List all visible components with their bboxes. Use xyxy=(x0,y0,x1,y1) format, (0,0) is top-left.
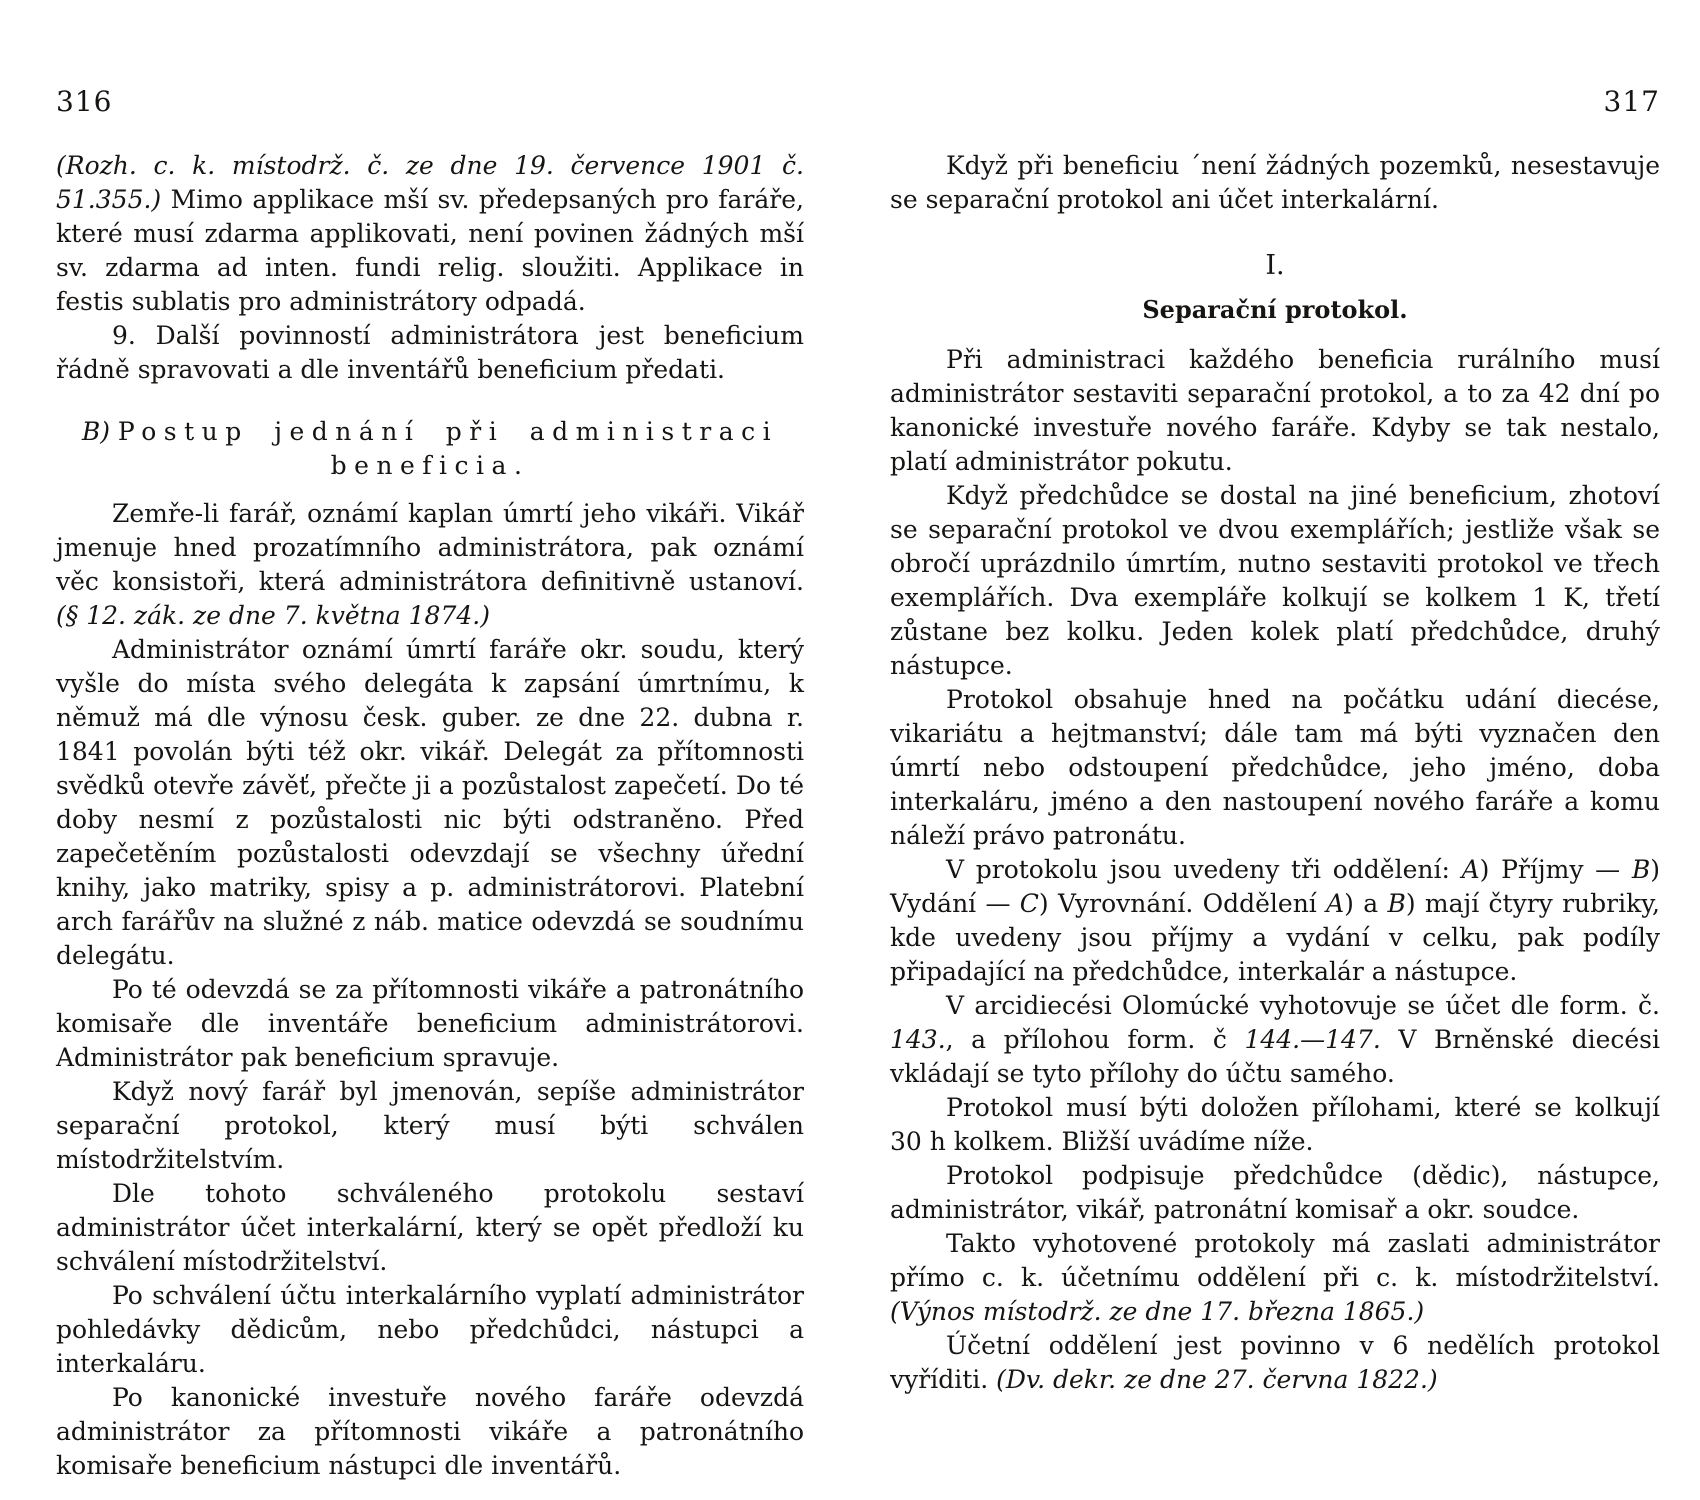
para-kdyz-predchudce: Když předchůdce se dostal na jiné beneficium, zhotoví se separační protokol ve dvou exemplářích; jestliže však se obročí uprázdnilo úmrtím, nutno sestaviti protokol ve třech exemplářích. Dva exempláře kolkují se kolkem 1 K, třetí zůstane bez kolku. Jeden kolek platí předchůdce, druhý nástupce. xyxy=(890,481,1660,680)
para-zemre-li-farar: Zemře-li farář, oznámí kaplan úmrtí jeho vikáři. Vikář jmenuje hned prozatímního administrátora, pak oznámí věc konsistoři, která administrátora definitivně ustanoví. (§ 12. zák. ze dne 7. května 1874.) xyxy=(56,499,804,630)
heading-separacni-protokol: Separační protokol. xyxy=(1142,295,1408,324)
para-takto-vyhotovene: Takto vyhotovené protokoly má zaslati administrátor přímo c. k. účetnímu oddělení při c. k. místodržitelství. (Výnos místodrž. ze dne 17. března 1865.) xyxy=(890,1229,1660,1326)
para-kdyz-novy-farar: Když nový farář byl jmenován, sepíše administrátor separační protokol, který musí býti schválen místodržitelstvím. xyxy=(56,1077,804,1174)
page-316-body xyxy=(56,149,804,1483)
para-pri-administraci: Při administraci každého beneficia rurálního musí administrátor sestaviti separační protokol, a to za 42 dní po kanonické investuře nového faráře. Kdyby se tak nestalo, platí administrátor pokutu. xyxy=(890,345,1660,476)
para-v-arcidiecesi: V arcidiecési Olomúcké vyhotovuje se účet dle form. č. 143., a přílohou form. č 144.—147. V Brněnské diecési vkládají se tyto přílohy do účtu samého. xyxy=(890,991,1661,1088)
para-rozh-citation: (Rozh. c. k. místodrž. č. ze dne 19. července 1901 č. 51.355.) Mimo applikace mší sv. předepsaných pro faráře, které musí zdarma applikovati, není povinen žádných mší sv. zdarma ad inten. fundi relig. sloužiti. Applikace in festis sublatis pro administrátory odpadá. xyxy=(56,151,804,316)
para-po-te-odevzda: Po té odevzdá se za přítomnosti vikáře a patronátního komisaře dle inventáře beneficium administrátorovi. Administrátor pak beneficium spravuje. xyxy=(56,975,804,1072)
para-povinnost-9: 9. Další povinností administrátora jest beneficium řádně spravovati a dle inventářů beneficium předati. xyxy=(56,321,804,384)
para-protokol-obsahuje: Protokol obsahuje hned na počátku udání diecése, vikariátu a hejtmanství; dále tam má býti vyznačen den úmrtí nebo odstoupení předchůdce, jeho jméno, doba interkaláru, jméno a den nastoupení nového faráře a komu náleží právo patronátu. xyxy=(890,685,1660,850)
heading-roman-i: I. xyxy=(1265,250,1285,281)
page-317 xyxy=(890,86,1660,1397)
heading-postup-jednani: B) Postup jednání při administraci beneficia. xyxy=(81,417,779,480)
para-ucetni-oddeleni: Účetní oddělení jest povinno v 6 nedělích protokol vyříditi. (Dv. dekr. ze dne 27. června 1822.) xyxy=(890,1331,1660,1394)
para-protokol-podpisuje: Protokol podpisuje předchůdce (dědic), nástupce, administrátor, vikář, patronátní komisař a okr. soudce. xyxy=(890,1161,1660,1224)
page-number-right: 317 xyxy=(1603,85,1660,118)
page-316 xyxy=(56,86,804,1483)
para-administrator-oznami: Administrátor oznámí úmrtí faráře okr. soudu, který vyšle do místa svého delegáta k zapsání úmrtnímu, k němuž má dle výnosu česk. guber. ze dne 22. dubna r. 1841 povolán býti též okr. vikář. Delegát za přítomnosti svědků otevře závěť, přečte ji a pozůstalost zapečetí. Do té doby nesmí z pozůstalosti nic býti odstraněno. Před zapečetěním pozůstalosti odevzdají se všechny úřední knihy, jako matriky, spisy a p. administrátorovi. Platební arch farářův na služné z náb. matice odevzdá se soudnímu delegátu. xyxy=(56,635,804,970)
para-v-protokolu: V protokolu jsou uvedeny tři oddělení: A) Příjmy — B) Vydání — C) Vyrovnání. Oddělení A) a B) mají čtyry rubriky, kde uvedeny jsou příjmy a vydání v celku, pak podíly připadající na předchůdce, interkalár a nástupce. xyxy=(890,855,1660,986)
page-number-left: 316 xyxy=(56,85,113,118)
para-po-kanonicke: Po kanonické investuře nového faráře odevzdá administrátor za přítomnosti vikáře a patronátního komisaře beneficium nástupci dle inventářů. xyxy=(56,1383,804,1480)
para-po-schvaleni: Po schválení účtu interkalárního vyplatí administrátor pohledávky dědicům, nebo předchůdci, nástupci a interkaláru. xyxy=(56,1281,804,1378)
page-317-body xyxy=(890,149,1660,1397)
para-kdyz-pri-beneficiu: Když při beneficiu ´není žádných pozemků, nesestavuje se separační protokol ani účet interkalární. xyxy=(890,151,1660,214)
para-dle-tohoto: Dle tohoto schváleného protokolu sestaví administrátor účet interkalární, který se opět předloží ku schválení místodržitelství. xyxy=(56,1179,804,1276)
para-protokol-musi: Protokol musí býti doložen přílohami, které se kolkují 30 h kolkem. Bližší uvádíme níže. xyxy=(890,1093,1660,1156)
